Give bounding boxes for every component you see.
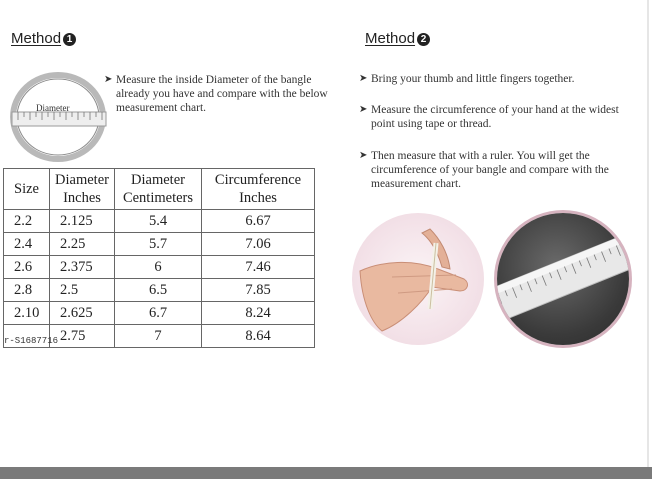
arrow-right-icon: ➤: [359, 73, 368, 84]
cell-circumference: 8.24: [202, 302, 315, 325]
ring-diameter-label: Diameter: [36, 103, 70, 113]
method-2-number: 2: [417, 33, 430, 46]
bottom-bar: [0, 467, 652, 479]
header-diameter-cm: Diameter Centimeters: [115, 169, 202, 210]
cell-diameter-inches: 2.625: [50, 302, 115, 325]
method-2-step-1: ➤ Bring your thumb and little fingers together.: [359, 73, 575, 85]
cell-diameter-inches: 2.5: [50, 279, 115, 302]
cell-size: 2.6: [4, 256, 50, 279]
table-header-row: [4, 169, 315, 210]
header-diameter-inches: Diameter Inches: [50, 169, 115, 210]
cell-diameter-inches: 2.75: [50, 325, 115, 348]
table-row: [4, 233, 315, 256]
table-row: [4, 279, 315, 302]
method-2-label: Method: [365, 30, 416, 47]
cell-size: 2.8: [4, 279, 50, 302]
header-size: Size: [4, 169, 50, 210]
product-code-watermark: r-S1687716: [4, 336, 59, 346]
method-2-step-3: ➤ Then measure that with a ruler. You will get the circumference of your bangle and compare with the measurement chart.: [359, 150, 609, 190]
side-divider: [647, 0, 649, 467]
table-row: [4, 302, 315, 325]
cell-circumference: 7.46: [202, 256, 315, 279]
cell-size: 2.4: [4, 233, 50, 256]
cell-diameter-inches: 2.375: [50, 256, 115, 279]
method-1-label: Method: [11, 30, 62, 47]
cell-diameter-inches: 2.25: [50, 233, 115, 256]
cell-diameter-cm: 5.4: [115, 210, 202, 233]
cell-diameter-cm: 6: [115, 256, 202, 279]
cell-diameter-cm: 6.5: [115, 279, 202, 302]
arrow-right-icon: ➤: [359, 150, 368, 161]
cell-circumference: 7.85: [202, 279, 315, 302]
cell-diameter-cm: 7: [115, 325, 202, 348]
ruler-icon: [497, 213, 629, 345]
cell-size: 2.10: [4, 302, 50, 325]
cell-circumference: 8.64: [202, 325, 315, 348]
method-1-number: 1: [63, 33, 76, 46]
arrow-right-icon: ➤: [359, 104, 368, 115]
cell-diameter-cm: 5.7: [115, 233, 202, 256]
measurement-chart: [3, 168, 315, 348]
bangle-ring-icon: [8, 70, 113, 164]
method-1-instruction: ➤ Measure the inside Diameter of the bangle already you have and compare with the below measurement chart.: [104, 74, 328, 114]
table-row: [4, 256, 315, 279]
header-circumference-inches: Circumference Inches: [202, 169, 315, 210]
cell-circumference: 7.06: [202, 233, 315, 256]
cell-size: 2.2: [4, 210, 50, 233]
cell-diameter-cm: 6.7: [115, 302, 202, 325]
method-2-heading: [365, 30, 430, 47]
table-row: [4, 210, 315, 233]
cell-diameter-inches: 2.125: [50, 210, 115, 233]
arrow-right-icon: ➤: [104, 74, 113, 85]
hand-measure-icon: [352, 213, 484, 345]
method-2-step-2: ➤ Measure the circumference of your hand at the widest point using tape or thread.: [359, 104, 619, 130]
method-1-heading: [11, 30, 76, 47]
cell-circumference: 6.67: [202, 210, 315, 233]
